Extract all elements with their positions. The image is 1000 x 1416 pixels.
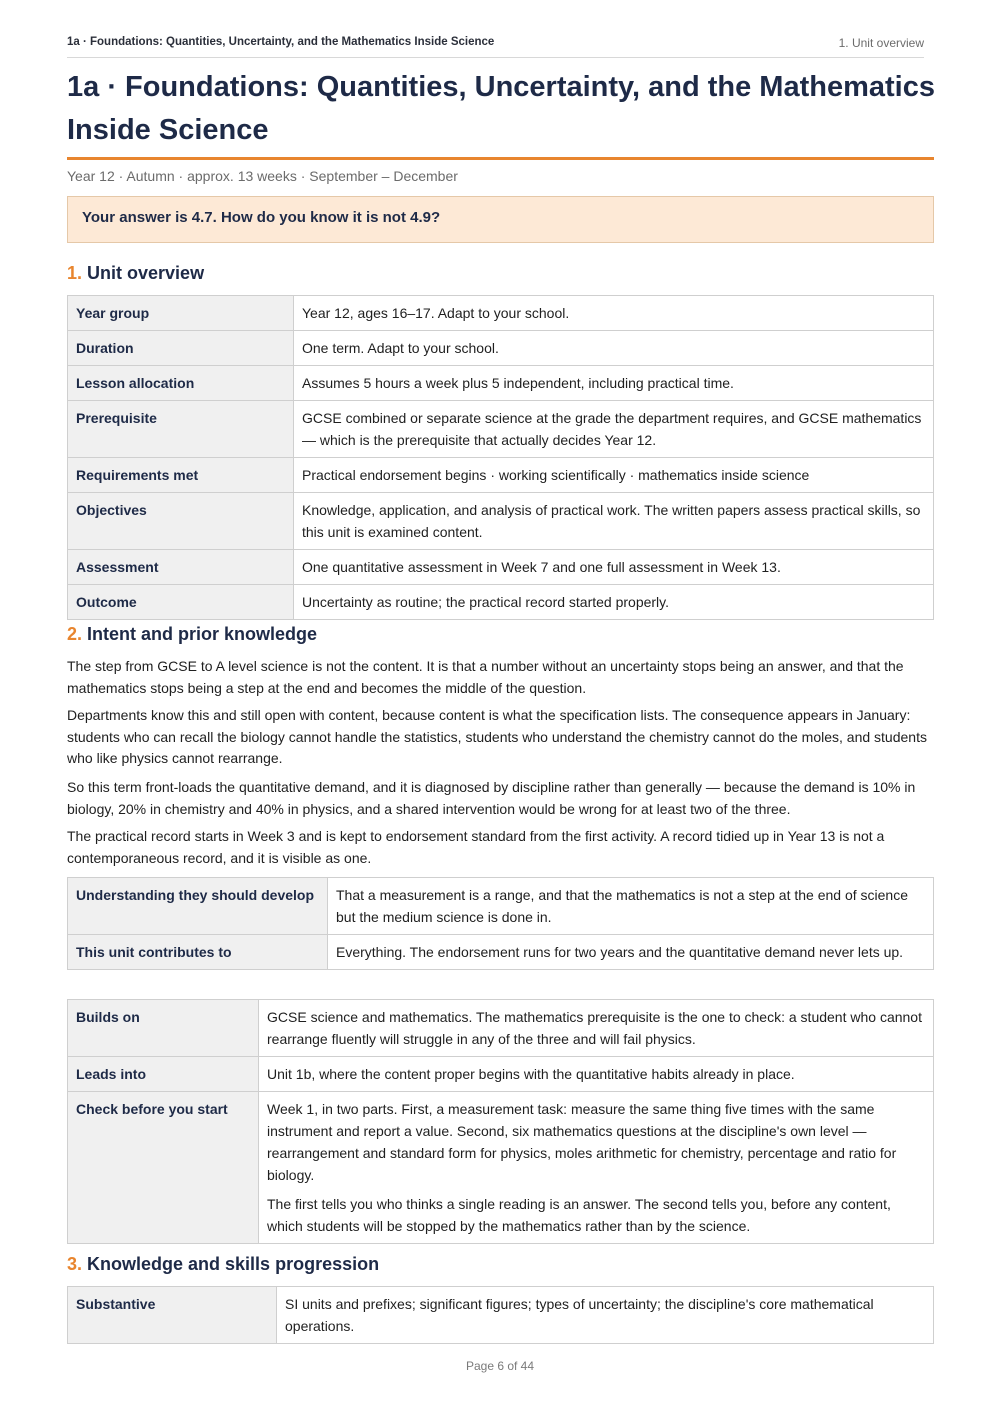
- row-value: Practical endorsement begins · working scientifically · mathematics inside science: [294, 458, 934, 493]
- row-value: Week 1, in two parts. First, a measurement task: measure the same thing five times with the same instrument and report a value. Second, six mathematics questions at the discipline's own level — rearrangement and standard form for physics, moles arithmetic for chemistry, percentage and ratio for biology.: [267, 1101, 897, 1183]
- title-divider: [67, 157, 934, 160]
- section-number: 2.: [67, 624, 83, 644]
- row-value: Assumes 5 hours a week plus 5 independent, including practical time.: [294, 366, 934, 401]
- progression-table: [67, 1286, 934, 1344]
- row-value: Uncertainty as routine; the practical record started properly.: [294, 585, 934, 620]
- unit-overview-table: [67, 295, 934, 620]
- row-value: GCSE science and mathematics. The mathematics prerequisite is the one to check: a student who cannot rearrange fluently will struggle in any of the three and will fail physics.: [259, 1000, 934, 1057]
- table-row: [68, 493, 934, 550]
- row-value: Knowledge, application, and analysis of practical work. The written papers assess practical skills, so this unit is examined content.: [294, 493, 934, 550]
- row-key: Check before you start: [68, 1092, 259, 1244]
- page-number: Page 6 of 44: [465, 1359, 535, 1373]
- row-value: GCSE combined or separate science at the grade the department requires, and GCSE mathematics — which is the prerequisite that actually decides Year 12.: [294, 401, 934, 458]
- row-value-multi: [259, 1092, 934, 1244]
- section-heading-progression: [67, 1254, 379, 1275]
- row-key: This unit contributes to: [68, 935, 328, 970]
- table-row: [68, 878, 934, 935]
- section-heading-intent: [67, 624, 317, 645]
- row-key: Duration: [68, 331, 294, 366]
- section-heading-unit-overview: [67, 263, 204, 284]
- intent-paragraph: So this term front-loads the quantitative demand, and it is diagnosed by discipline rather than generally — because the demand is 10% in biology, 20% in chemistry and 40% in physics, and a shared intervention would be wrong for at least two of the three.: [67, 779, 916, 817]
- running-title: 1a · Foundations: Quantities, Uncertainty, and the Mathematics Inside Science: [67, 36, 495, 48]
- row-key: Assessment: [68, 550, 294, 585]
- callout-question: Your answer is 4.7. How do you know it is not 4.9?: [67, 196, 934, 243]
- row-key: Substantive: [68, 1287, 277, 1344]
- table-row: [68, 1000, 934, 1057]
- row-key: Year group: [68, 296, 294, 331]
- table-row: [68, 331, 934, 366]
- intent-paragraph: Departments know this and still open with content, because content is what the specification lists. The consequence appears in January: students who can recall the biology cannot handle the statistics, students who understand the chemistry cannot do the moles, and students who like physics cannot rearrange.: [67, 707, 927, 766]
- row-key: Leads into: [68, 1057, 259, 1092]
- row-value: Unit 1b, where the content proper begins with the quantitative habits already in place.: [259, 1057, 934, 1092]
- page-subtitle: Year 12 · Autumn · approx. 13 weeks · September – December: [67, 168, 458, 184]
- section-number: 3.: [67, 1254, 83, 1274]
- row-value: Everything. The endorsement runs for two years and the quantitative demand never lets up.: [328, 935, 934, 970]
- row-value: SI units and prefixes; significant figures; types of uncertainty; the discipline's core mathematical operations.: [277, 1287, 934, 1344]
- table-row: [68, 585, 934, 620]
- intent-paragraph: The step from GCSE to A level science is not the content. It is that a number without an uncertainty stops being an answer, and that the mathematics stops being a step at the end and becomes the middle of the question.: [67, 658, 904, 696]
- row-value: The first tells you who thinks a single reading is an answer. The second tells you, before any content, which students will be stopped by the mathematics rather than by the science.: [267, 1196, 891, 1234]
- running-section: 1. Unit overview: [838, 36, 924, 50]
- builds-on-table: [67, 999, 934, 1244]
- row-value: One quantitative assessment in Week 7 and one full assessment in Week 13.: [294, 550, 934, 585]
- running-header: [67, 36, 924, 58]
- intent-paragraph: The practical record starts in Week 3 and is kept to endorsement standard from the first activity. A record tidied up in Year 13 is not a contemporaneous record, and it is visible as one.: [67, 828, 885, 866]
- section-number: 1.: [67, 263, 83, 283]
- row-value: That a measurement is a range, and that the mathematics is not a step at the end of science but the medium science is done in.: [328, 878, 934, 935]
- table-row: [68, 296, 934, 331]
- section-title: Unit overview: [87, 263, 205, 283]
- table-row: [68, 550, 934, 585]
- page-title: 1a · Foundations: Quantities, Uncertainty, and the Mathematics Inside Science: [67, 71, 935, 146]
- table-row: [68, 366, 934, 401]
- row-key: Understanding they should develop: [68, 878, 328, 935]
- table-row: [68, 458, 934, 493]
- understanding-table: [67, 877, 934, 970]
- section-title: Intent and prior knowledge: [87, 624, 318, 644]
- section-title: Knowledge and skills progression: [87, 1254, 380, 1274]
- table-row: [68, 401, 934, 458]
- table-row: [68, 1057, 934, 1092]
- table-row: [68, 1092, 934, 1244]
- row-key: Outcome: [68, 585, 294, 620]
- row-key: Objectives: [68, 493, 294, 550]
- row-key: Lesson allocation: [68, 366, 294, 401]
- row-key: Builds on: [68, 1000, 259, 1057]
- table-row: [68, 1287, 934, 1344]
- table-row: [68, 935, 934, 970]
- row-key: Prerequisite: [68, 401, 294, 458]
- row-value: One term. Adapt to your school.: [294, 331, 934, 366]
- row-key: Requirements met: [68, 458, 294, 493]
- row-value: Year 12, ages 16–17. Adapt to your school.: [294, 296, 934, 331]
